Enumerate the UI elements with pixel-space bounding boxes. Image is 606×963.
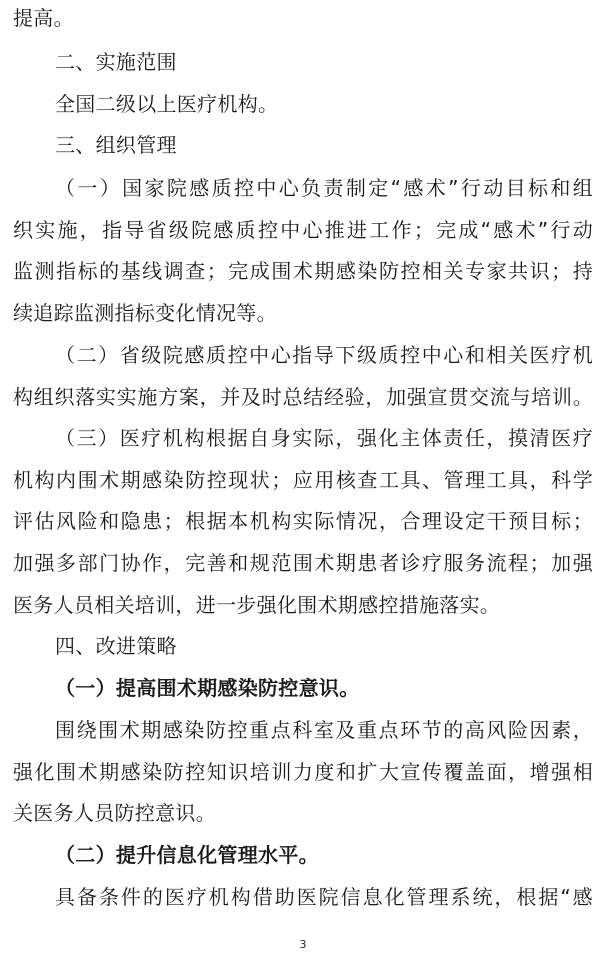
- paragraph-line: 续追踪监测指标变化情况等。: [13, 301, 277, 325]
- paragraph-line: 加强多部门协作，完善和规范围术期患者诊疗服务流程；加强: [13, 551, 593, 575]
- paragraph-line: 评估风险和隐患；根据本机构实际情况，合理设定干预目标；: [13, 509, 593, 533]
- subsection-heading-awareness: （一）提高围术期感染防控意识。: [55, 676, 360, 700]
- paragraph-line: 强化围术期感染防控知识培训力度和扩大宣传覆盖面，增强相: [13, 760, 593, 784]
- section-heading-strategy: 四、改进策略: [55, 634, 177, 658]
- paragraph-line: 监测指标的基线调查；完成围术期感染防控相关专家共识；持: [13, 259, 593, 283]
- section-heading-organization: 三、组织管理: [55, 133, 177, 157]
- paragraph-line: （三）医疗机构根据自身实际，强化主体责任，摸清医疗: [55, 426, 593, 450]
- paragraph-line: （二）省级院感质控中心指导下级质控中心和相关医疗机: [55, 343, 593, 367]
- paragraph-line: 关医务人员防控意识。: [13, 801, 216, 825]
- paragraph-line: 具备条件的医疗机构借助医院信息化管理系统，根据“感: [55, 885, 593, 909]
- paragraph-line: 构组织落实实施方案，并及时总结经验，加强宣贯交流与培训。: [13, 385, 593, 409]
- paragraph-line: 围绕围术期感染防控重点科室及重点环节的高风险因素，: [55, 718, 593, 742]
- paragraph-line: （一）国家院感质控中心负责制定“感术”行动目标和组: [55, 176, 593, 200]
- paragraph-line: 机构内围术期感染防控现状；应用核查工具、管理工具，科学: [13, 468, 593, 492]
- section-heading-scope: 二、实施范围: [55, 50, 177, 74]
- page-number: 3: [299, 938, 307, 951]
- paragraph-line: 医务人员相关培训，进一步强化围术期感控措施落实。: [13, 593, 501, 617]
- paragraph-line: 全国二级以上医疗机构。: [55, 92, 279, 116]
- paragraph-line: 织实施，指导省级院感质控中心推进工作；完成“感术”行动: [13, 218, 593, 242]
- paragraph-line: 提高。: [13, 6, 74, 30]
- subsection-heading-informatization: （二）提升信息化管理水平。: [55, 843, 319, 867]
